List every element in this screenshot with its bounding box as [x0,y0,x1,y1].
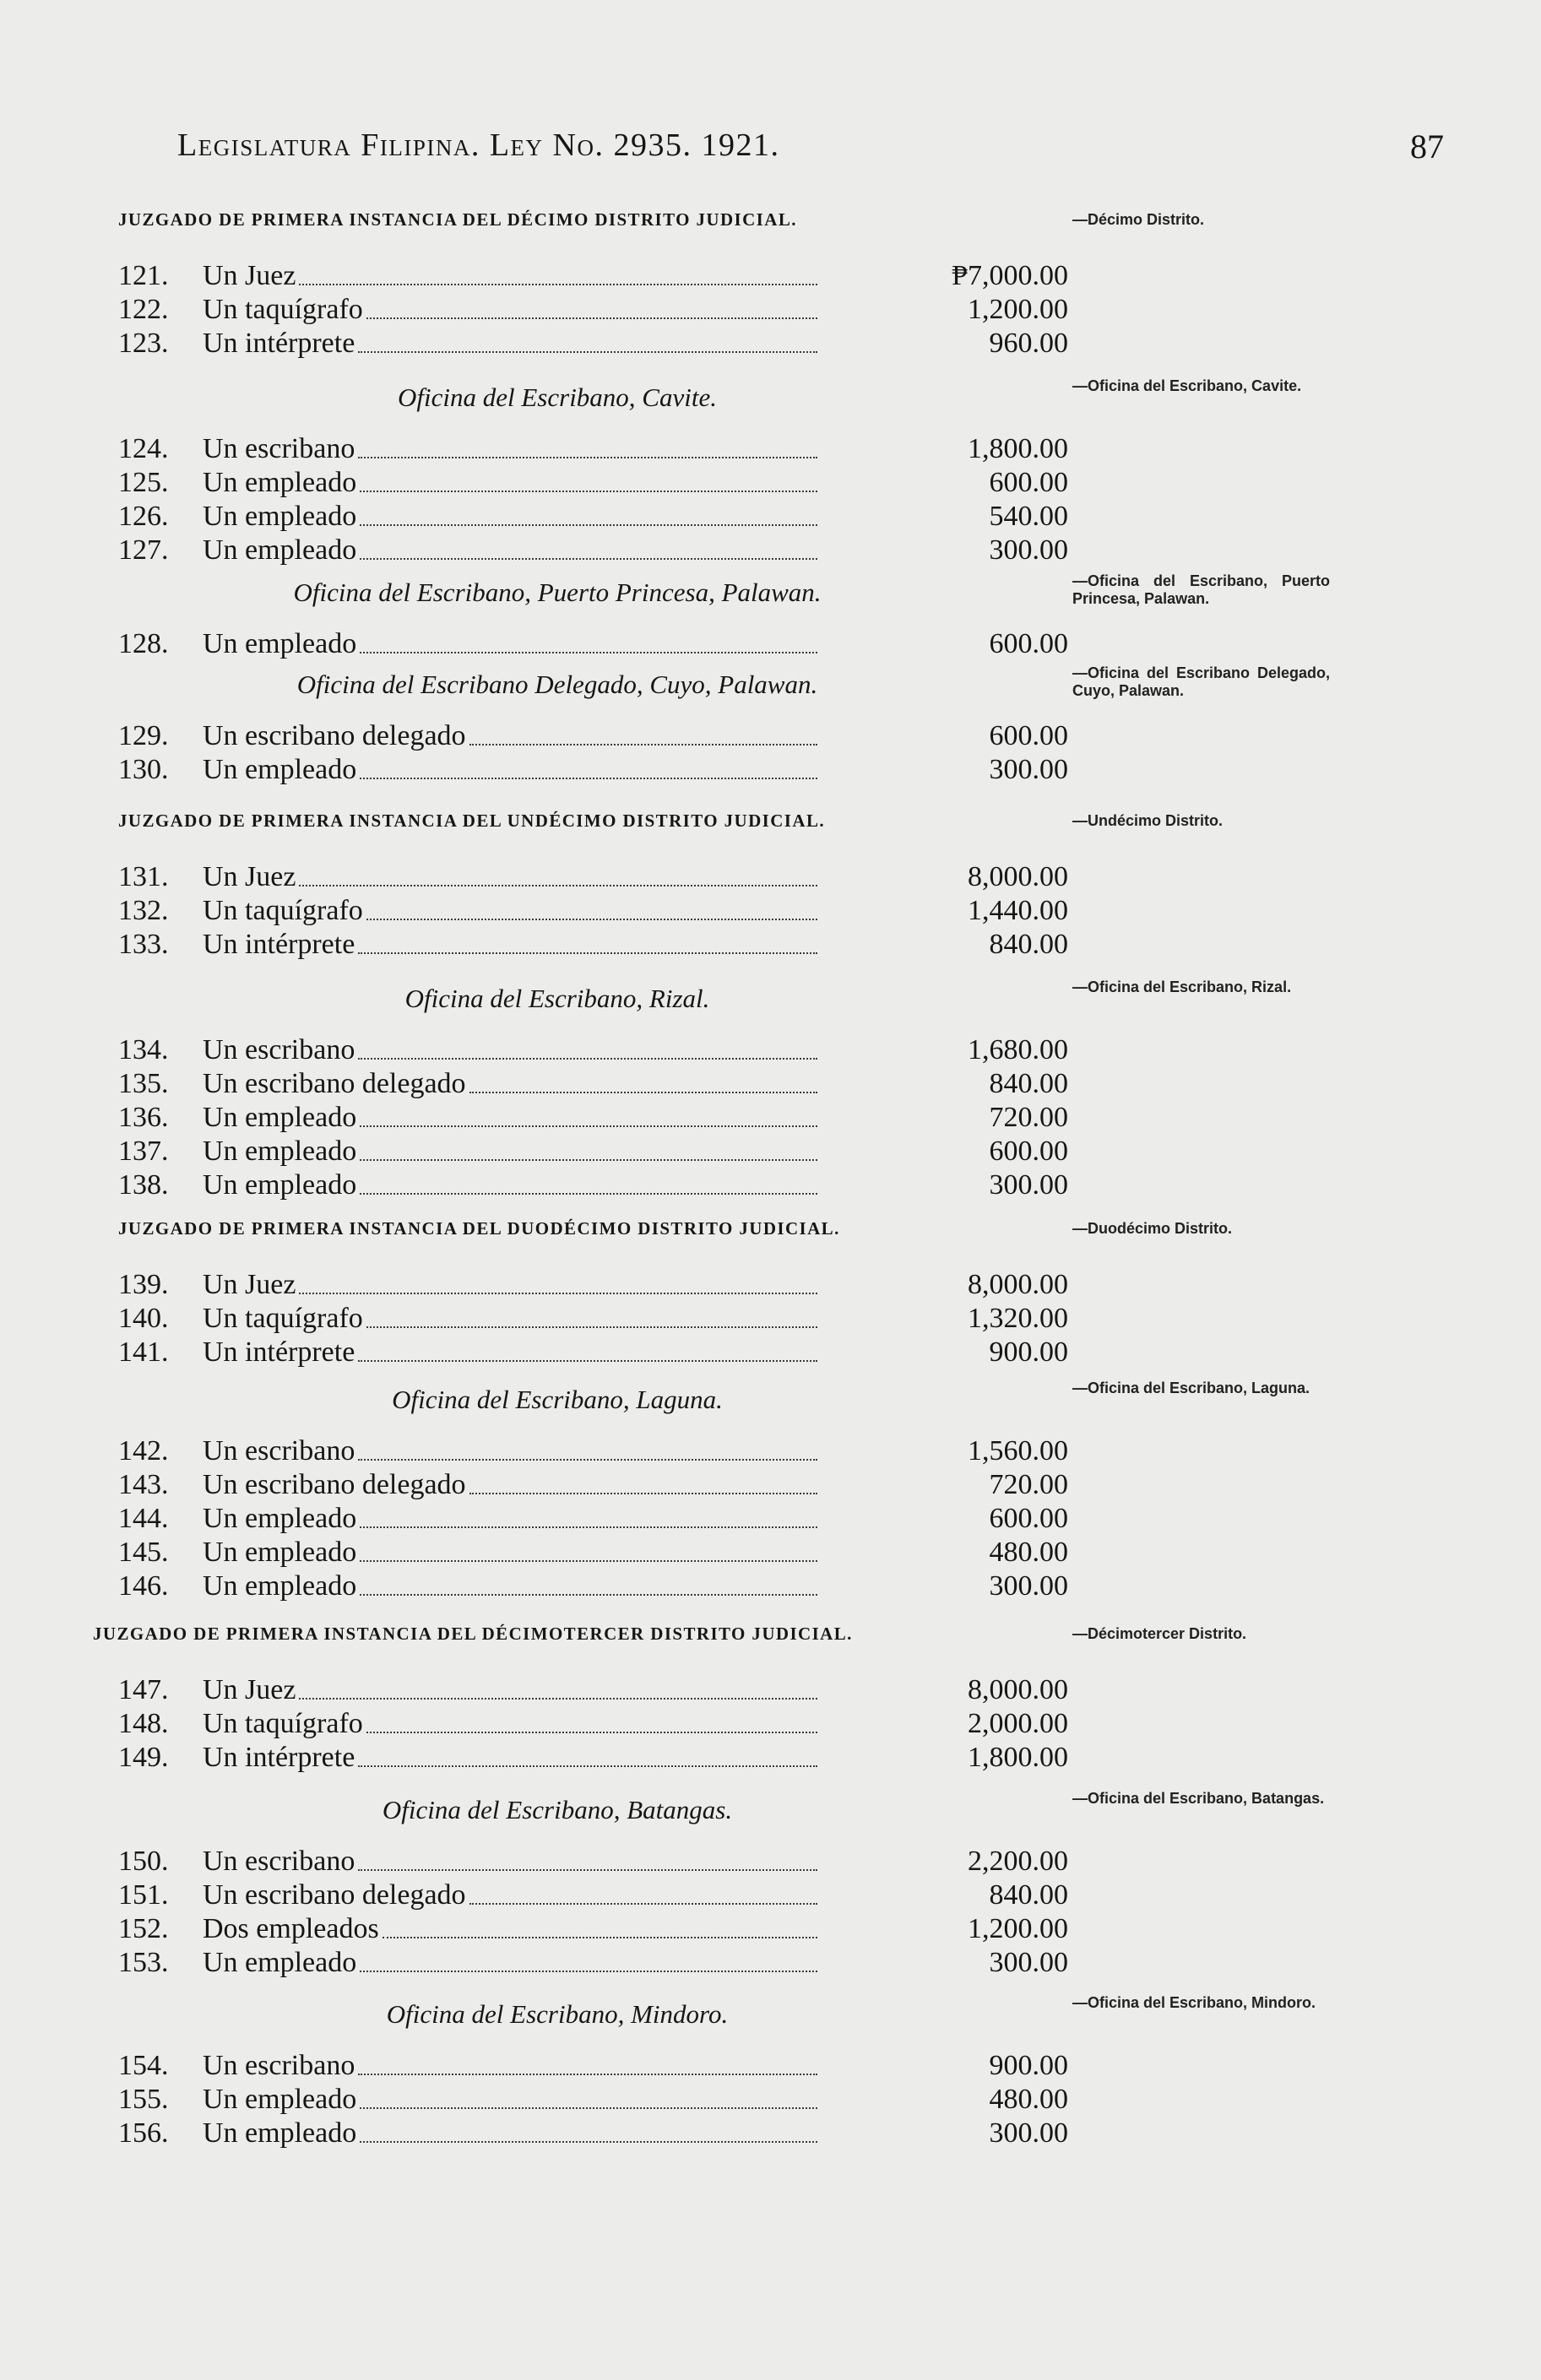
item-description: Un intérprete [203,1336,355,1368]
item-number: 146. [118,1570,169,1602]
page-number: 87 [1410,127,1444,165]
item-number: 148. [118,1708,169,1739]
item-description: Un Juez [203,1674,296,1705]
item-description: Un empleado [203,628,357,659]
dot-leader [366,1326,817,1328]
line-item [118,328,1068,361]
item-amount: 600.00 [989,720,1068,751]
item-amount: 300.00 [989,754,1068,785]
line-item [118,2117,1068,2151]
item-number: 121. [118,260,169,291]
item-number: 123. [118,328,169,359]
item-description: Un empleado [203,1136,357,1167]
item-number: 122. [118,294,169,325]
dot-leader [358,457,817,458]
item-amount: 1,200.00 [968,1913,1068,1944]
item-amount: 720.00 [989,1102,1068,1133]
line-item [118,1742,1068,1776]
dot-leader [358,1360,817,1362]
item-amount: 900.00 [989,1336,1068,1368]
margin-note: —Oficina del Escribano, Batangas. [1072,1790,1325,1807]
dot-leader [358,952,817,954]
item-description: Un empleado [203,2084,357,2115]
line-item [118,1102,1068,1136]
item-number: 128. [118,628,169,659]
dot-leader [469,1903,817,1905]
item-amount: 8,000.00 [968,1269,1068,1300]
line-item [118,1068,1068,1102]
item-number: 124. [118,433,169,464]
item-description: Un empleado [203,1169,357,1201]
item-number: 130. [118,754,169,785]
item-amount: 300.00 [989,534,1068,566]
margin-note: —Oficina del Escribano, Mindoro. [1072,1994,1316,2011]
item-number: 141. [118,1336,169,1368]
dot-leader [299,885,817,886]
item-number: 149. [118,1742,169,1773]
section-heading: JUZGADO DE PRIMERA INSTANCIA DEL DÉCIMOTERCER DISTRITO JUDICIAL. [93,1624,853,1644]
item-amount: 600.00 [989,1503,1068,1534]
item-number: 126. [118,501,169,532]
margin-note: —Oficina del Escribano, Laguna. [1072,1380,1310,1396]
dot-leader [360,1560,817,1562]
dot-leader [360,2141,817,2143]
item-number: 150. [118,1846,169,1877]
dot-leader [358,1869,817,1871]
item-description: Un Juez [203,861,296,892]
line-item [118,895,1068,929]
dot-leader [358,1058,817,1060]
line-item [118,754,1068,788]
item-description: Un empleado [203,467,357,498]
item-description: Un empleado [203,1570,357,1602]
item-amount: 1,320.00 [968,1303,1068,1334]
line-item [118,929,1068,962]
office-subheading: Oficina del Escribano, Rizal. [404,984,710,1013]
line-item [118,1879,1068,1913]
office-subheading: Oficina del Escribano, Mindoro. [386,1999,729,2029]
dot-leader [360,2107,817,2109]
item-description: Un empleado [203,1503,357,1534]
item-amount: 300.00 [989,1947,1068,1978]
item-number: 153. [118,1947,169,1978]
dot-leader [469,1493,817,1494]
item-description: Un Juez [203,1269,296,1300]
item-number: 135. [118,1068,169,1099]
line-item [118,1435,1068,1469]
office-subheading: Oficina del Escribano, Laguna. [392,1385,723,1414]
item-number: 137. [118,1136,169,1167]
item-description: Un escribano delegado [203,1469,466,1500]
item-amount: 1,800.00 [968,433,1068,464]
item-number: 132. [118,895,169,926]
dot-leader [358,1765,817,1767]
line-item [118,1136,1068,1169]
item-amount: 540.00 [989,501,1068,532]
item-amount: 840.00 [989,1879,1068,1911]
line-item [118,1570,1068,1604]
item-amount: 840.00 [989,1068,1068,1099]
line-item [118,501,1068,534]
item-description: Un empleado [203,534,357,566]
item-description: Un empleado [203,1947,357,1978]
running-head: Legislatura Filipina. Ley No. 2935. 1921. [177,127,780,163]
item-number: 139. [118,1269,169,1300]
item-amount: 1,440.00 [968,895,1068,926]
item-description: Un taquígrafo [203,1708,363,1739]
line-item [118,1336,1068,1370]
item-description: Un intérprete [203,1742,355,1773]
item-amount: 600.00 [989,628,1068,659]
line-item [118,1674,1068,1708]
line-item [118,294,1068,328]
item-description: Un intérprete [203,929,355,960]
line-item [118,2050,1068,2084]
item-description: Un Juez [203,260,296,291]
item-number: 133. [118,929,169,960]
line-item [118,534,1068,568]
item-number: 145. [118,1537,169,1568]
item-amount: 1,200.00 [968,294,1068,325]
item-amount: 480.00 [989,2084,1068,2115]
line-item [118,1303,1068,1336]
item-number: 136. [118,1102,169,1133]
item-number: 151. [118,1879,169,1911]
item-amount: 300.00 [989,2117,1068,2149]
item-number: 155. [118,2084,169,2115]
item-description: Un escribano [203,1435,355,1466]
line-item [118,1269,1068,1303]
dot-leader [469,744,817,745]
item-amount: 600.00 [989,467,1068,498]
item-amount: 1,560.00 [968,1435,1068,1466]
item-description: Un empleado [203,754,357,785]
item-number: 156. [118,2117,169,2149]
item-number: 140. [118,1303,169,1334]
dot-leader [299,284,817,285]
item-description: Un escribano [203,1846,355,1877]
line-item [118,1169,1068,1203]
dot-leader [360,1193,817,1195]
item-amount: 8,000.00 [968,1674,1068,1705]
margin-note: —Décimotercer Distrito. [1072,1625,1247,1642]
office-subheading: Oficina del Escribano, Batangas. [382,1795,733,1824]
item-description: Un escribano delegado [203,720,466,751]
item-amount: 600.00 [989,1136,1068,1167]
item-amount: 2,000.00 [968,1708,1068,1739]
dot-leader [358,351,817,353]
item-number: 127. [118,534,169,566]
margin-note: —Oficina del Escribano, Cavite. [1072,377,1302,394]
item-number: 154. [118,2050,169,2081]
item-amount: ₱7,000.00 [952,260,1068,291]
item-number: 143. [118,1469,169,1500]
margin-note: —Oficina del Escribano Delegado, Cuyo, Palawan. [1072,664,1330,699]
margin-note: —Oficina del Escribano, Puerto Princesa, Palawan. [1072,572,1330,607]
line-item [118,1846,1068,1879]
dot-leader [360,1971,817,1972]
item-description: Un escribano [203,1034,355,1065]
line-item [118,720,1068,754]
item-number: 144. [118,1503,169,1534]
dot-leader [366,919,817,920]
dot-leader [360,1125,817,1127]
line-item [118,1469,1068,1503]
item-description: Un escribano delegado [203,1068,466,1099]
dot-leader [360,491,817,492]
item-description: Un empleado [203,1537,357,1568]
item-description: Un intérprete [203,328,355,359]
margin-note: —Décimo Distrito. [1072,211,1205,228]
line-item [118,1708,1068,1742]
dot-leader [299,1698,817,1700]
line-item [118,1034,1068,1068]
margin-note: —Duodécimo Distrito. [1072,1220,1233,1237]
dot-leader [360,558,817,560]
margin-note: —Oficina del Escribano, Rizal. [1072,979,1292,995]
item-amount: 1,800.00 [968,1742,1068,1773]
item-amount: 300.00 [989,1570,1068,1602]
item-number: 152. [118,1913,169,1944]
section-heading: JUZGADO DE PRIMERA INSTANCIA DEL UNDÉCIMO DISTRITO JUDICIAL. [118,811,826,831]
office-subheading: Oficina del Escribano, Puerto Princesa, Palawan. [293,577,822,607]
dot-leader [360,778,817,779]
item-amount: 1,680.00 [968,1034,1068,1065]
dot-leader [366,1732,817,1733]
item-number: 142. [118,1435,169,1466]
dot-leader [358,2074,817,2075]
item-amount: 900.00 [989,2050,1068,2081]
line-item [118,1537,1068,1570]
section-heading: JUZGADO DE PRIMERA INSTANCIA DEL DUODÉCIMO DISTRITO JUDICIAL. [118,1218,840,1239]
office-subheading: Oficina del Escribano, Cavite. [398,382,717,412]
line-item [118,628,1068,662]
item-number: 134. [118,1034,169,1065]
item-amount: 480.00 [989,1537,1068,1568]
item-amount: 8,000.00 [968,861,1068,892]
page-header [177,127,1444,177]
item-description: Un escribano delegado [203,1879,466,1911]
item-amount: 720.00 [989,1469,1068,1500]
line-item [118,260,1068,294]
line-item [118,1947,1068,1981]
line-item [118,861,1068,895]
item-amount: 840.00 [989,929,1068,960]
item-description: Un escribano [203,433,355,464]
item-amount: 300.00 [989,1169,1068,1201]
item-description: Un escribano [203,2050,355,2081]
line-item [118,1913,1068,1947]
item-number: 147. [118,1674,169,1705]
item-description: Un empleado [203,501,357,532]
section-heading: JUZGADO DE PRIMERA INSTANCIA DEL DÉCIMO DISTRITO JUDICIAL. [118,209,797,230]
item-description: Dos empleados [203,1913,379,1944]
dot-leader [360,1526,817,1528]
item-description: Un taquígrafo [203,1303,363,1334]
item-number: 129. [118,720,169,751]
dot-leader [469,1092,817,1093]
item-number: 138. [118,1169,169,1201]
office-subheading: Oficina del Escribano Delegado, Cuyo, Palawan. [296,670,818,699]
dot-leader [383,1937,817,1938]
dot-leader [360,1594,817,1596]
item-description: Un taquígrafo [203,895,363,926]
item-description: Un empleado [203,2117,357,2149]
line-item [118,1503,1068,1537]
line-item [118,433,1068,467]
item-number: 131. [118,861,169,892]
dot-leader [366,317,817,319]
dot-leader [358,1459,817,1461]
line-item [118,2084,1068,2117]
dot-leader [360,524,817,526]
item-amount: 960.00 [989,328,1068,359]
dot-leader [360,1159,817,1161]
dot-leader [360,652,817,653]
dot-leader [299,1293,817,1294]
item-number: 125. [118,467,169,498]
line-item [118,467,1068,501]
item-amount: 2,200.00 [968,1846,1068,1877]
item-description: Un taquígrafo [203,294,363,325]
item-description: Un empleado [203,1102,357,1133]
margin-note: —Undécimo Distrito. [1072,812,1224,829]
